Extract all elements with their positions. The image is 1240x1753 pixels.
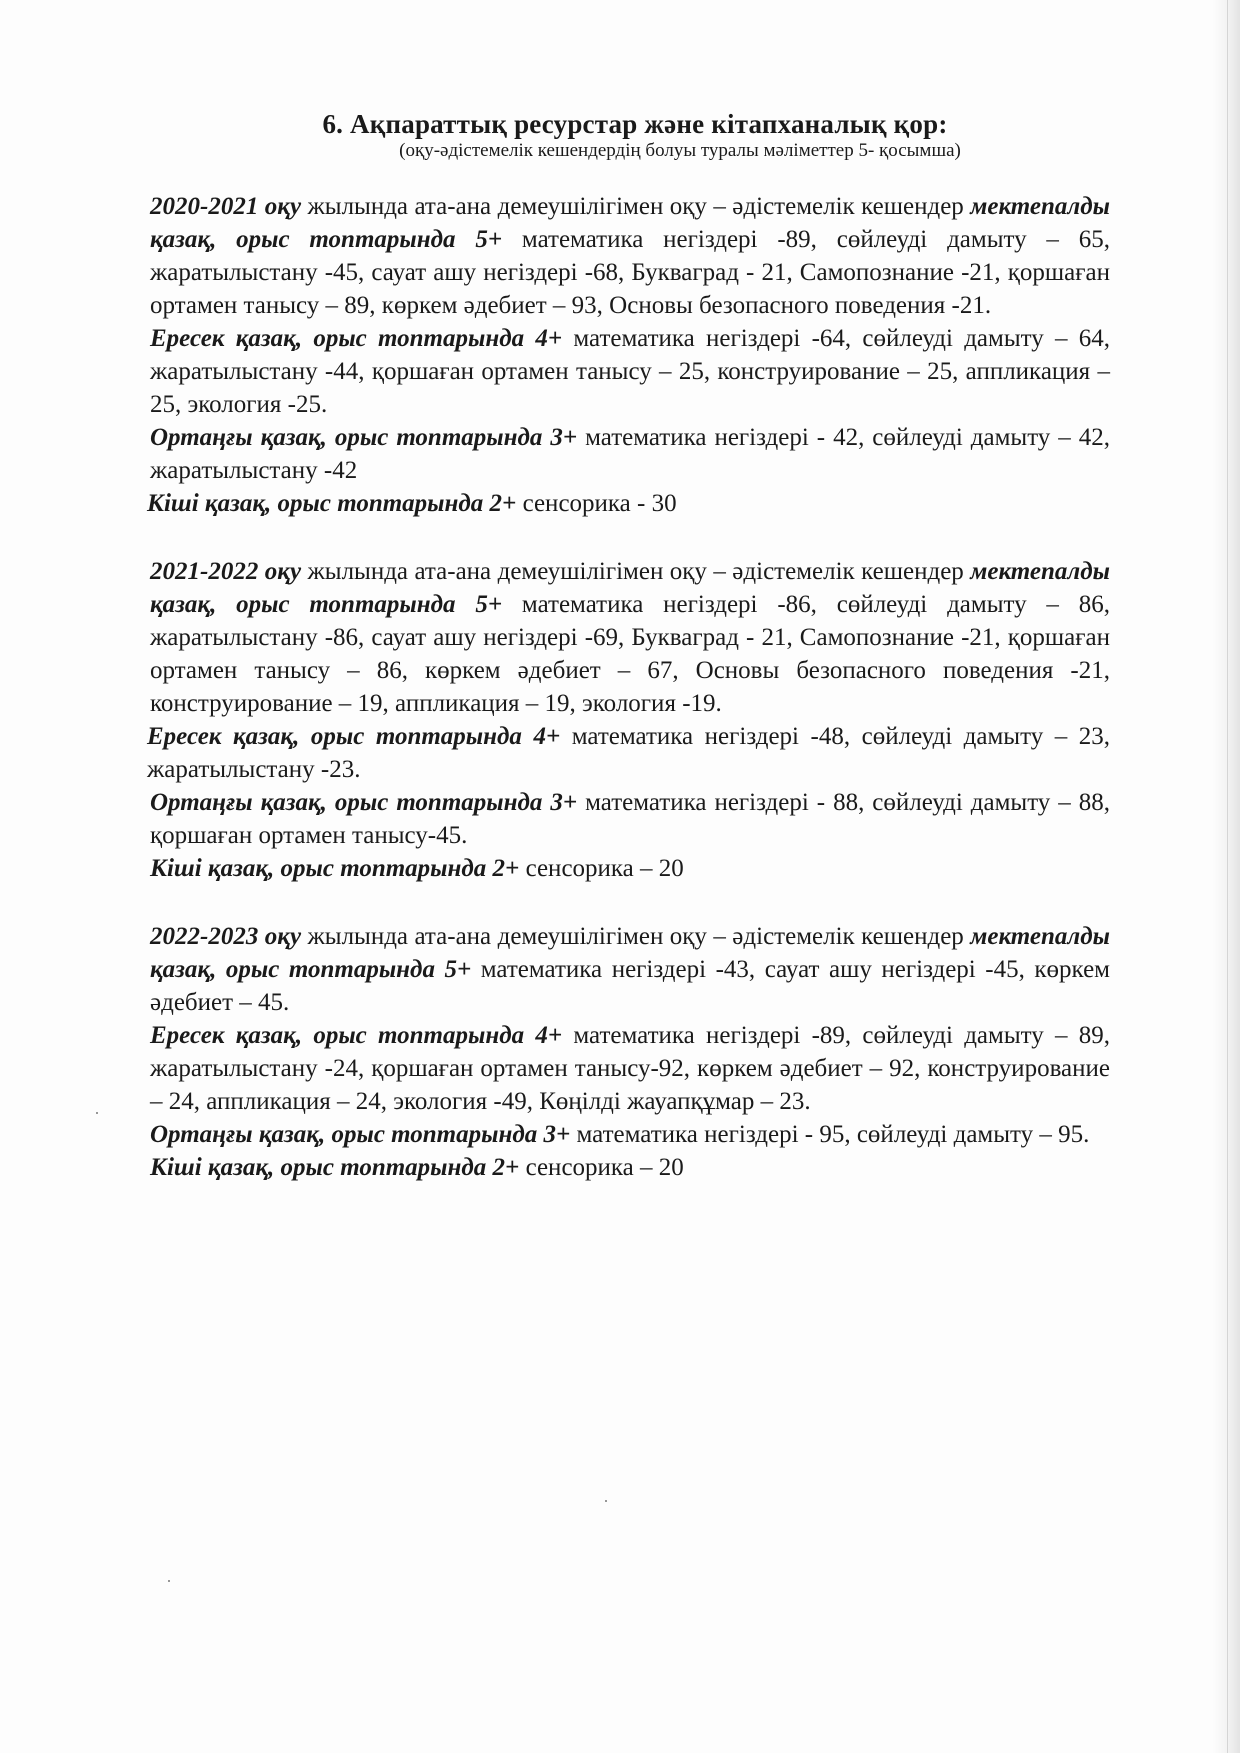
paragraph-text: математика негіздері -48, сөйлеуді дамыту – 23, жаратылыстану -23.: [147, 723, 1110, 783]
paragraph-text: математика негіздері -89, сөйлеуді дамыту – 89, жаратылыстану -24, қоршаған ортамен танысу-92, көркем әдебиет – 92, конструирование – 24, аппликация – 24, экология -49, Көңілді жауапқұмар – 23.: [150, 1022, 1110, 1115]
paragraph-lead: Ересек қазақ, орыс топтарында 4+: [150, 1022, 563, 1049]
page-heading: [0, 108, 1240, 162]
heading-title: 6. Ақпараттық ресурстар және кітапханалық қор:: [322, 109, 948, 139]
scan-edge-line: [1227, 0, 1228, 1753]
scan-speck: [605, 1500, 607, 1502]
paragraph-lead: Ересек қазақ, орыс топтарында 4+: [150, 325, 563, 352]
scan-speck: [168, 1580, 170, 1582]
paragraph-lead: Ересек қазақ, орыс топтарында 4+: [147, 723, 561, 750]
paragraph: [150, 1151, 1110, 1184]
paragraph-text: сенсорика - 30: [516, 490, 677, 517]
paragraph-text: математика негіздері -86, сөйлеуді дамыту – 86, жаратылыстану -86, сауат ашу негіздері -69, Букваград - 21, Самопознание -21, қоршаған ортамен танысу – 86, көркем әдебиет – 67, Основы безопасного поведения -21, конструирование – 19, аппликация – 19, экология -19.: [150, 591, 1110, 717]
paragraph: [150, 322, 1110, 421]
scan-edge-shadow: [1212, 0, 1240, 1753]
paragraph: [150, 555, 1110, 720]
year-section-2020-2021: [147, 190, 1110, 520]
paragraph-text: сенсорика – 20: [519, 855, 684, 882]
year-section-2021-2022: [147, 555, 1110, 885]
paragraph: [150, 920, 1110, 1019]
document-body: [147, 190, 1110, 1219]
paragraph-lead: Ортаңғы қазақ, орыс топтарында 3+: [150, 789, 578, 816]
paragraph: [147, 487, 1110, 520]
paragraph: [150, 786, 1110, 852]
paragraph-lead: Кіші қазақ, орыс топтарында 2+: [147, 490, 517, 517]
paragraph-lead: мектепалды қазақ, орыс топтарында 5+: [150, 923, 1110, 983]
year-section-2022-2023: [150, 920, 1110, 1184]
paragraph-lead: Ортаңғы қазақ, орыс топтарында 3+: [150, 1121, 571, 1148]
paragraph-lead: мектепалды қазақ, орыс топтарында 5+: [150, 193, 1110, 253]
paragraph-lead: 2021-2022 оқу: [150, 558, 302, 585]
paragraph-text: математика негіздері -64, сөйлеуді дамыту – 64, жаратылыстану -44, қоршаған ортамен танысу – 25, конструирование – 25, аппликация – 25, экология -25.: [150, 325, 1110, 418]
paragraph: [150, 421, 1110, 487]
paragraph: [147, 720, 1110, 786]
paragraph-text: математика негіздері -89, сөйлеуді дамыту – 65, жаратылыстану -45, сауат ашу негіздері -68, Букваград - 21, Самопознание -21, қоршаған ортамен танысу – 89, көркем әдебиет – 93, Основы безопасного поведения -21.: [150, 226, 1110, 319]
paragraph-lead: 2022-2023 оқу: [150, 923, 302, 950]
paragraph: [150, 1118, 1110, 1151]
paragraph-lead: 2020-2021 оқу: [150, 193, 302, 220]
paragraph-text: жылында ата-ана демеушілігімен оқу – әдістемелік кешендер: [301, 558, 971, 585]
paragraph-lead: мектепалды қазақ, орыс топтарында 5+: [150, 558, 1110, 618]
paragraph-text: математика негіздері - 42, сөйлеуді дамыту – 42, жаратылыстану -42: [150, 424, 1110, 484]
paragraph-lead: Кіші қазақ, орыс топтарында 2+: [150, 855, 520, 882]
paragraph-text: жылында ата-ана демеушілігімен оқу – әдістемелік кешендер: [301, 923, 971, 950]
paragraph-text: жылында ата-ана демеушілігімен оқу – әдістемелік кешендер: [301, 193, 971, 220]
paragraph: [150, 190, 1110, 322]
paragraph-text: сенсорика – 20: [519, 1154, 684, 1181]
scan-speck: [96, 1112, 98, 1114]
heading-subtitle: (оқу-әдістемелік кешендердің болуы туралы мәліметтер 5- қосымша): [399, 140, 961, 161]
paragraph-text: математика негіздері - 88, сөйлеуді дамыту – 88, қоршаған ортамен танысу-45.: [150, 789, 1110, 849]
paragraph-text: математика негіздері -43, сауат ашу негіздері -45, көркем әдебиет – 45.: [150, 956, 1110, 1016]
paragraph-text: математика негіздері - 95, сөйлеуді дамыту – 95.: [570, 1121, 1090, 1148]
paragraph: [150, 1019, 1110, 1118]
paragraph: [150, 852, 1110, 885]
paragraph-lead: Кіші қазақ, орыс топтарында 2+: [150, 1154, 520, 1181]
paragraph-lead: Ортаңғы қазақ, орыс топтарында 3+: [150, 424, 578, 451]
